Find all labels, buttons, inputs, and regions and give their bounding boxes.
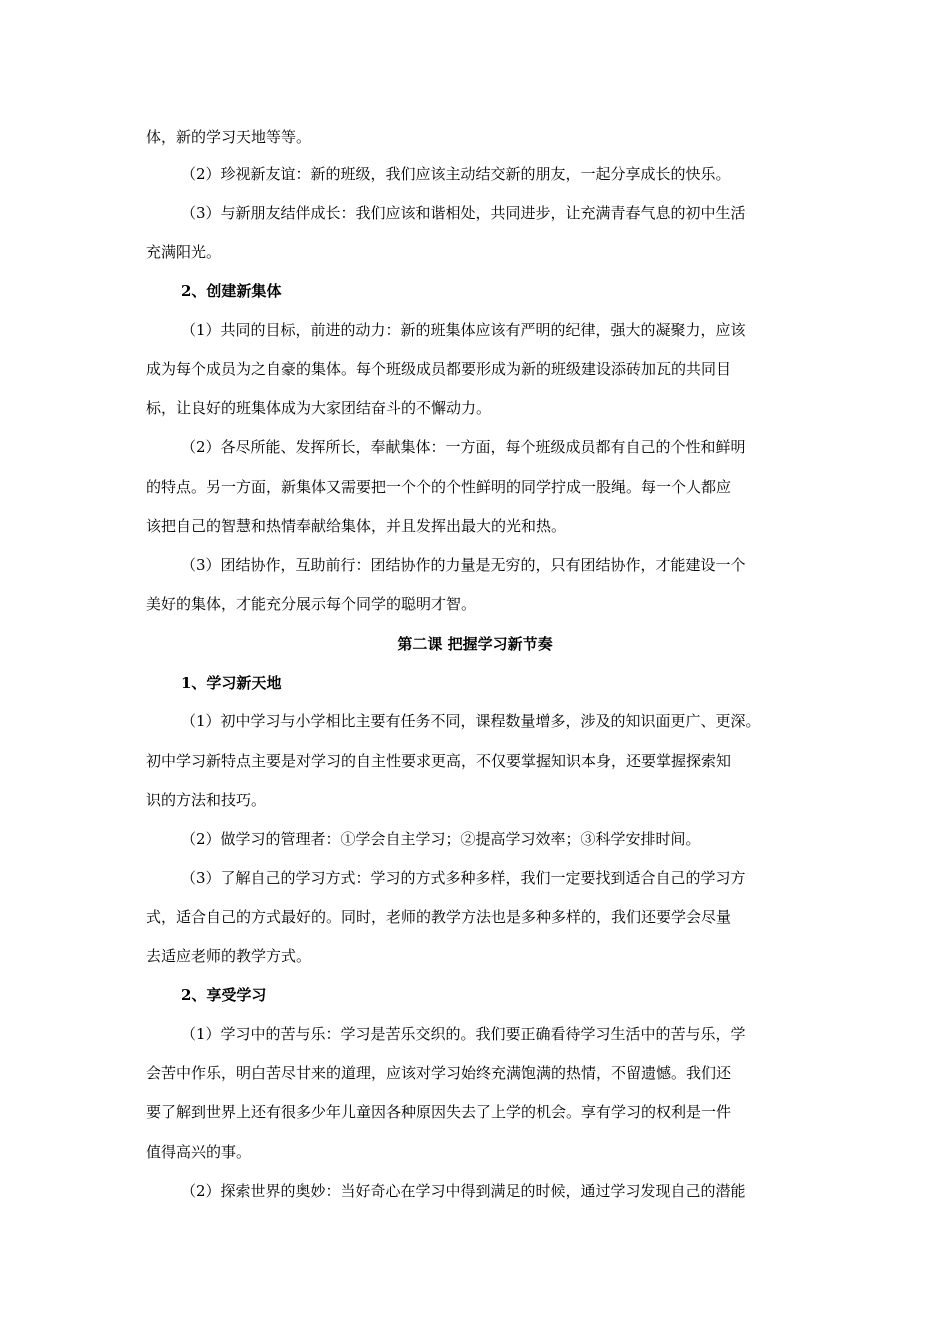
paragraph-line: 要了解到世界上还有很多少年儿童因各种原因失去了上学的机会。享有学习的权利是一件 bbox=[146, 1103, 732, 1121]
paragraph-line: 去适应老师的教学方式。 bbox=[146, 947, 312, 965]
paragraph-line: 充满阳光。 bbox=[146, 243, 222, 261]
paragraph-line: 成为每个成员为之自豪的集体。每个班级成员都要形成为新的班级建设添砖加瓦的共同目 bbox=[146, 360, 732, 378]
paragraph-line: 美好的集体，才能充分展示每个同学的聪明才智。 bbox=[146, 595, 477, 613]
paragraph-line: 该把自己的智慧和热情奉献给集体，并且发挥出最大的光和热。 bbox=[146, 517, 567, 535]
paragraph-line: （3）与新朋友结伴成长：我们应该和谐相处，共同进步，让充满青春气息的初中生活 bbox=[181, 204, 746, 222]
paragraph-line: 会苦中作乐，明白苦尽甘来的道理，应该对学习始终充满饱满的热情，不留遗憾。我们还 bbox=[146, 1064, 732, 1082]
paragraph-line: （1）学习中的苦与乐：学习是苦乐交织的。我们要正确看待学习生活中的苦与乐，学 bbox=[181, 1025, 746, 1043]
paragraph-line: 式，适合自己的方式最好的。同时，老师的教学方法也是多种多样的，我们还要学会尽量 bbox=[146, 908, 732, 926]
paragraph-line: （1）共同的目标，前进的动力：新的班集体应该有严明的纪律，强大的凝聚力，应该 bbox=[181, 321, 746, 339]
paragraph-line: （2）做学习的管理者：①学会自主学习；②提高学习效率；③科学安排时间。 bbox=[181, 830, 701, 848]
lesson-title: 第二课 把握学习新节奏 bbox=[397, 635, 553, 653]
paragraph-line: （2）探索世界的奥妙：当好奇心在学习中得到满足的时候，通过学习发现自己的潜能 bbox=[181, 1182, 746, 1200]
paragraph-line: 值得高兴的事。 bbox=[146, 1143, 252, 1161]
paragraph-line: （2）珍视新友谊：新的班级，我们应该主动结交新的朋友，一起分享成长的快乐。 bbox=[181, 165, 731, 183]
section-heading: 1、学习新天地 bbox=[181, 674, 282, 692]
paragraph-line: 初中学习新特点主要是对学习的自主性要求更高，不仅要掌握知识本身，还要掌握探索知 bbox=[146, 752, 732, 770]
paragraph-line: 识的方法和技巧。 bbox=[146, 791, 267, 809]
paragraph-line: 标，让良好的班集体成为大家团结奋斗的不懈动力。 bbox=[146, 399, 492, 417]
paragraph-line: （3）团结协作，互助前行：团结协作的力量是无穷的，只有团结协作，才能建设一个 bbox=[181, 556, 746, 574]
section-heading: 2、创建新集体 bbox=[181, 282, 282, 300]
paragraph-line: 的特点。另一方面，新集体又需要把一个个的个性鲜明的同学拧成一股绳。每一个人都应 bbox=[146, 478, 732, 496]
paragraph-line: （3）了解自己的学习方式：学习的方式多种多样，我们一定要找到适合自己的学习方 bbox=[181, 869, 746, 887]
paragraph-line: （2）各尽所能、发挥所长，奉献集体：一方面，每个班级成员都有自己的个性和鲜明 bbox=[181, 438, 746, 456]
paragraph-line: （1）初中学习与小学相比主要有任务不同，课程数量增多，涉及的知识面更广、更深。 bbox=[181, 712, 761, 730]
paragraph-line: 体，新的学习天地等等。 bbox=[146, 128, 312, 146]
section-heading: 2、享受学习 bbox=[181, 986, 267, 1004]
